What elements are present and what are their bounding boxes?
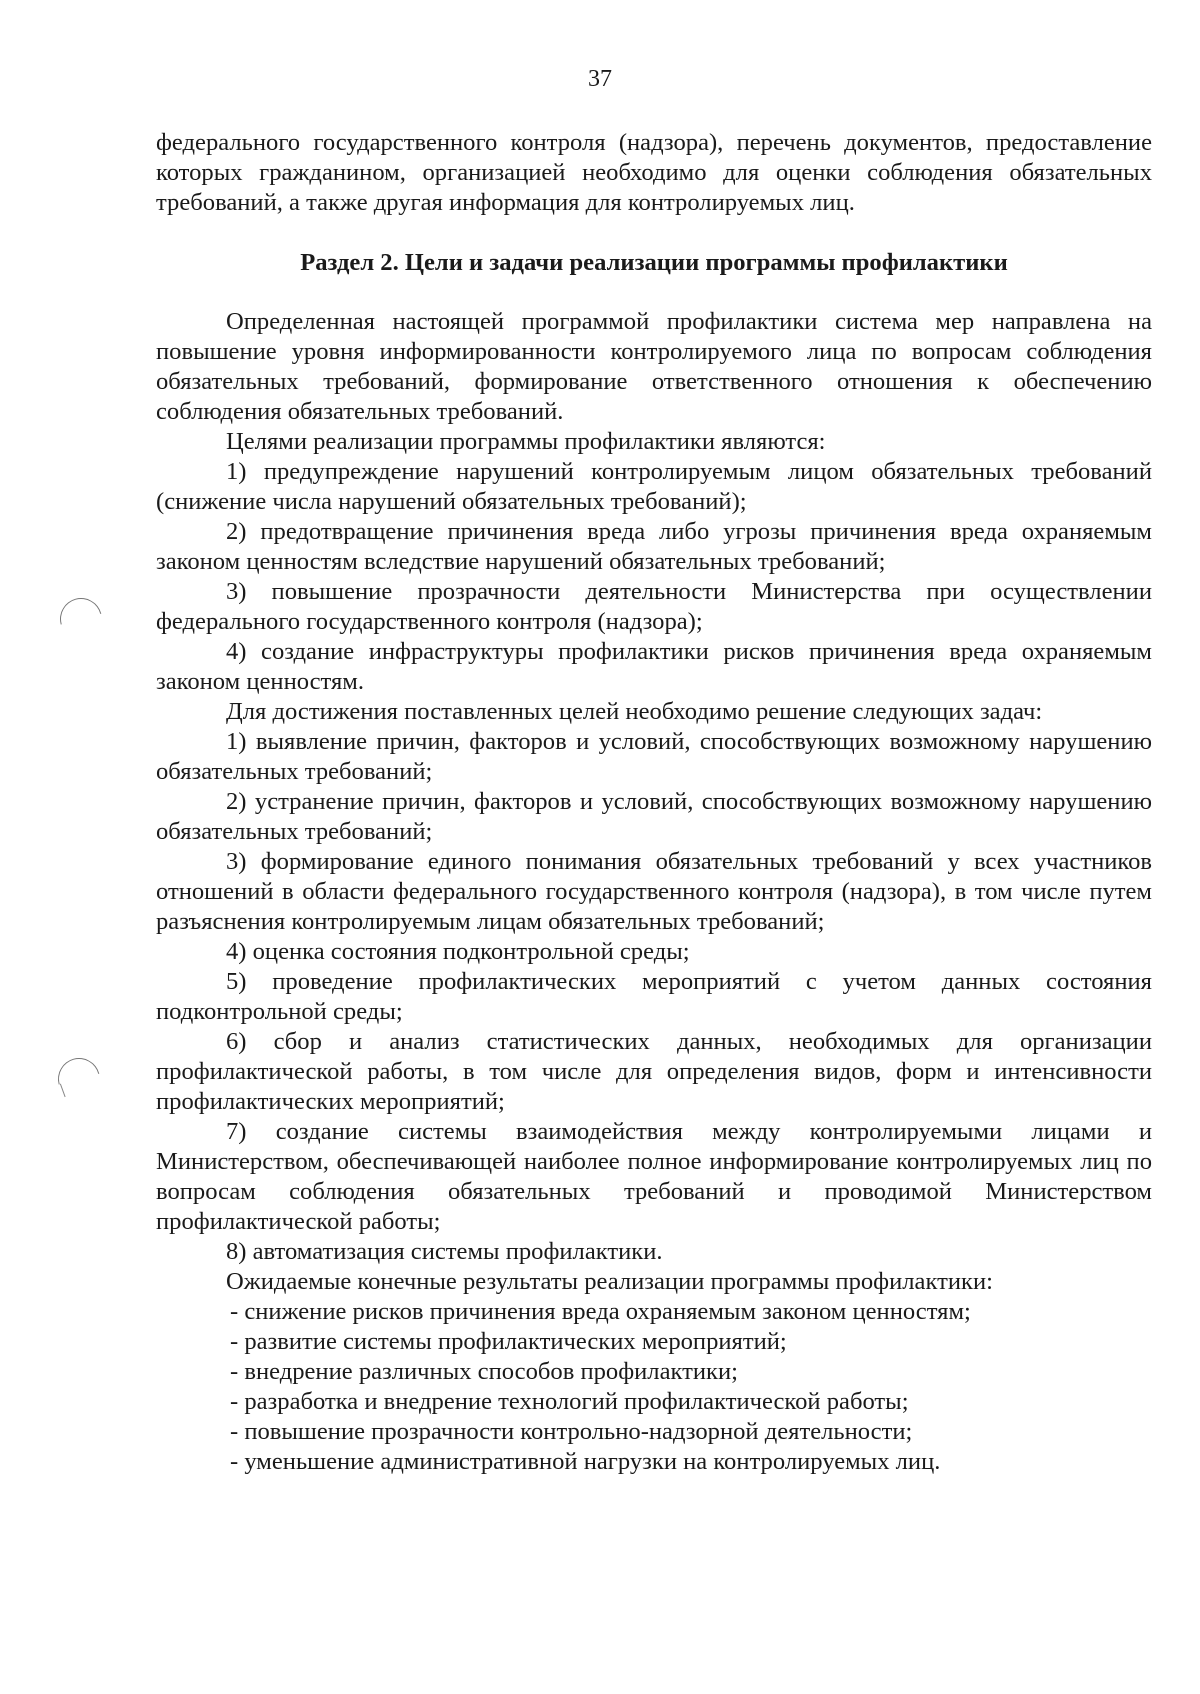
section-heading: Раздел 2. Цели и задачи реализации программы профилактики: [300, 249, 1008, 276]
hole-punch-mark: [52, 590, 109, 647]
paragraph: Для достижения поставленных целей необходимо решение следующих задач:: [226, 698, 1043, 725]
goal-item: 3) повышение прозрачности деятельности Министерства при осуществлении федерального государственного контроля (надзора);: [156, 578, 1152, 635]
goal-item: 4) создание инфраструктуры профилактики рисков причинения вреда охраняемым законом ценностям.: [156, 638, 1152, 695]
result-item: - уменьшение административной нагрузки на контролируемых лиц.: [230, 1448, 941, 1475]
page-number: 37: [588, 66, 612, 92]
results-list: [156, 1297, 1152, 1477]
task-item: 7) создание системы взаимодействия между контролируемыми лицами и Министерством, обеспечивающей наиболее полное информирование контролируемых лиц по вопросам соблюдения обязательных требований и проводимой Министерством профилактической работы;: [156, 1118, 1152, 1235]
task-item: 3) формирование единого понимания обязательных требований у всех участников отношений в области федерального государственного контроля (надзора), в том числе путем разъяснения контролируемым лицам обязательных требований;: [156, 848, 1152, 935]
paragraph: Ожидаемые конечные результаты реализации программы профилактики:: [226, 1268, 993, 1295]
task-item: 4) оценка состояния подконтрольной среды;: [226, 938, 690, 965]
hole-punch-mark: [50, 1050, 107, 1107]
task-item: 1) выявление причин, факторов и условий, способствующих возможному нарушению обязательных требований;: [156, 728, 1152, 785]
goal-item: 2) предотвращение причинения вреда либо угрозы причинения вреда охраняемым законом ценностям вследствие нарушений обязательных требований;: [156, 518, 1152, 575]
paragraph: Целями реализации программы профилактики являются:: [226, 428, 826, 455]
task-item: 8) автоматизация системы профилактики.: [226, 1238, 663, 1265]
intro-paragraph: федерального государственного контроля (надзора), перечень документов, предоставление которых гражданином, организацией необходимо для оценки соблюдения обязательных требований, а также другая информация для контролируемых лиц.: [156, 129, 1152, 216]
task-item: 6) сбор и анализ статистических данных, необходимых для организации профилактической работы, в том числе для определения видов, форм и интенсивности профилактических мероприятий;: [156, 1028, 1152, 1115]
task-item: 5) проведение профилактических мероприятий с учетом данных состояния подконтрольной среды;: [156, 968, 1152, 1025]
result-item: - разработка и внедрение технологий профилактической работы;: [230, 1388, 909, 1415]
result-item: - внедрение различных способов профилактики;: [230, 1358, 738, 1385]
document-body: [156, 128, 1152, 1477]
result-item: - развитие системы профилактических мероприятий;: [230, 1328, 787, 1355]
paragraph: Определенная настоящей программой профилактики система мер направлена на повышение уровня информированности контролируемого лица по вопросам соблюдения обязательных требований, формирование ответственного отношения к обеспечению соблюдения обязательных требований.: [156, 308, 1152, 425]
result-item: - снижение рисков причинения вреда охраняемым законом ценностям;: [230, 1298, 971, 1325]
result-item: - повышение прозрачности контрольно-надзорной деятельности;: [230, 1418, 913, 1445]
task-item: 2) устранение причин, факторов и условий, способствующих возможному нарушению обязательных требований;: [156, 788, 1152, 845]
goal-item: 1) предупреждение нарушений контролируемым лицом обязательных требований (снижение числа нарушений обязательных требований);: [156, 458, 1152, 515]
